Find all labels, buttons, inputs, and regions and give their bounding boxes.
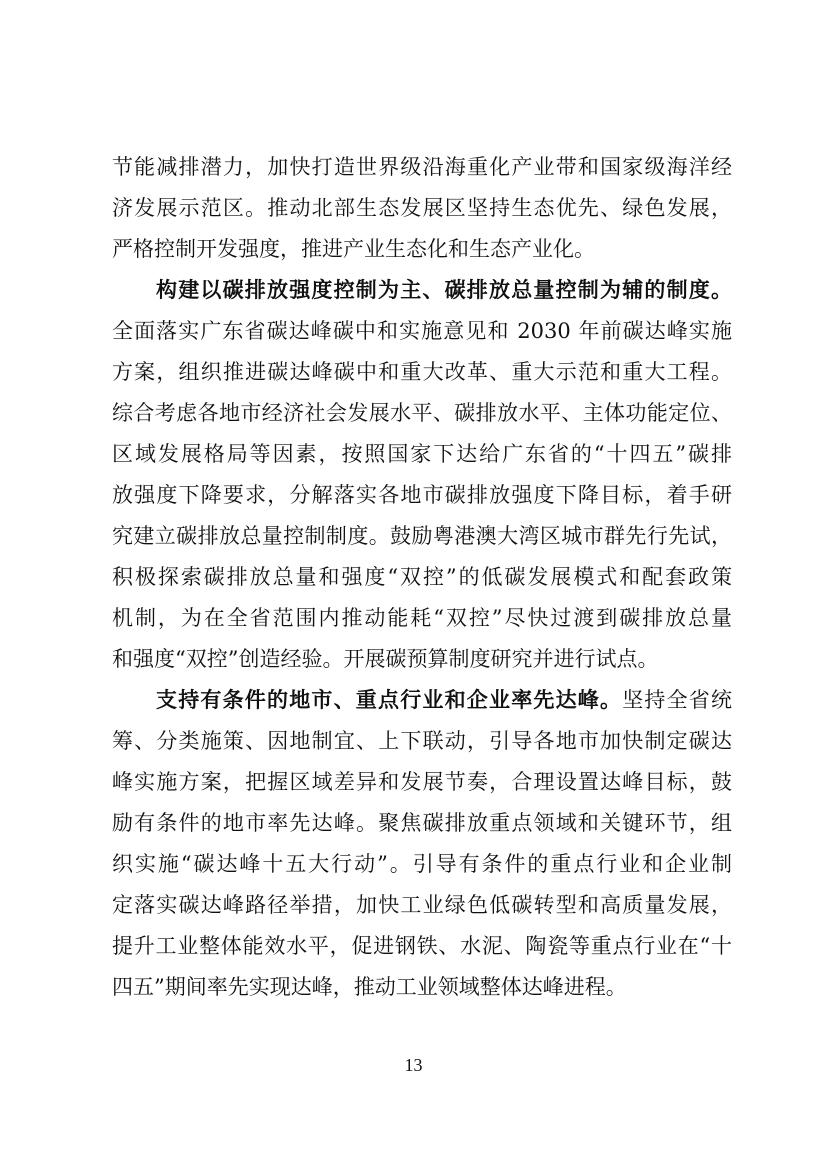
section-heading: 支持有条件的地市、重点行业和企业率先达峰。 [156, 688, 623, 712]
body-text: 坚持全省统 [622, 688, 732, 712]
body-line: 织实施“碳达峰十五大行动”。引导有条件的重点行业和企业制 [112, 852, 732, 876]
page-number: 13 [404, 1055, 423, 1075]
body-line: 济发展示范区。推动北部生态发展区坚持生态优先、绿色发展， [112, 196, 732, 220]
body-line: 严格控制开发强度，推进产业生态化和生态产业化。 [112, 237, 595, 261]
body-line: 区域发展格局等因素，按照国家下达给广东省的“十四五”碳排 [112, 442, 732, 466]
body-line: 励有条件的地市率先达峰。聚焦碳排放重点领域和关键环节，组 [112, 811, 732, 835]
body-line: 究建立碳排放总量控制制度。鼓励粤港澳大湾区城市群先行先试， [112, 524, 732, 548]
body-line: 筹、分类施策、因地制宜、上下联动，引导各地市加快制定碳达 [112, 729, 732, 753]
body-line: 节能减排潜力，加快打造世界级沿海重化产业带和国家级海洋经 [112, 155, 732, 179]
body-line: 综合考虑各地市经济社会发展水平、碳排放水平、主体功能定位、 [112, 401, 732, 425]
body-line: 峰实施方案，把握区域差异和发展节奏，合理设置达峰目标，鼓 [112, 770, 732, 794]
body-line: 提升工业整体能效水平，促进钢铁、水泥、陶瓷等重点行业在“十 [112, 934, 732, 958]
body-line: 四五”期间率先实现达峰，推动工业领域整体达峰进程。 [112, 975, 627, 999]
section-heading-line [156, 686, 732, 714]
body-line: 方案，组织推进碳达峰碳中和重大改革、重大示范和重大工程。 [112, 360, 732, 384]
body-line: 和强度“双控”创造经验。开展碳预算制度研究并进行试点。 [112, 647, 659, 671]
body-line: 机制，为在全省范围内推动能耗“双控”尽快过渡到碳排放总量 [112, 606, 732, 630]
section-heading: 构建以碳排放强度控制为主、碳排放总量控制为辅的制度。 [156, 278, 732, 302]
body-line: 放强度下降要求，分解落实各地市碳排放强度下降目标，着手研 [112, 483, 732, 507]
body-line: 积极探索碳排放总量和强度“双控”的低碳发展模式和配套政策 [112, 565, 732, 589]
body-line: 全面落实广东省碳达峰碳中和实施意见和 2030 年前碳达峰实施 [112, 319, 732, 343]
body-line: 定落实碳达峰路径举措，加快工业绿色低碳转型和高质量发展， [112, 893, 732, 917]
